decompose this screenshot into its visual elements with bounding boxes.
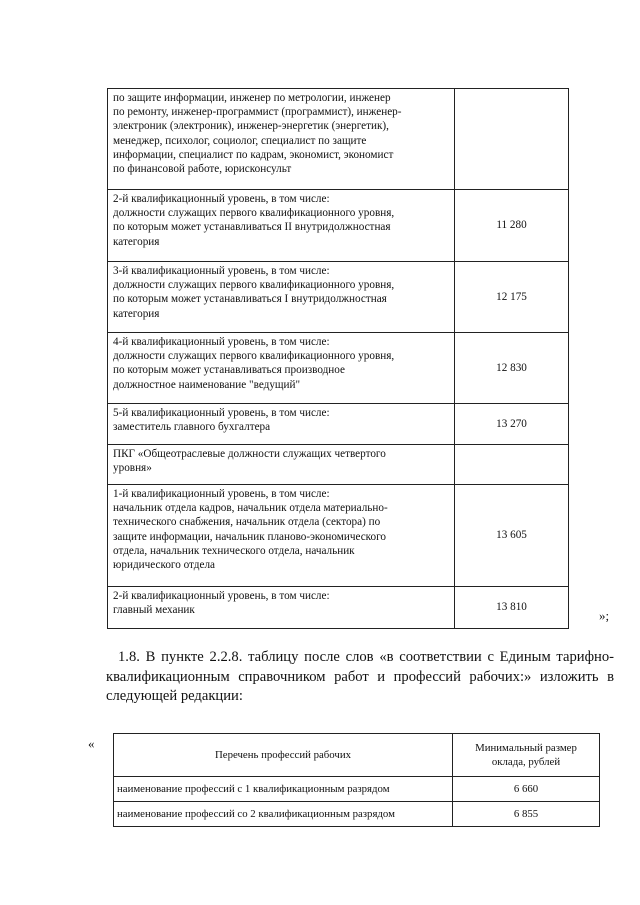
- group-heading: ПКГ «Общеотраслевые должности служащих четвертого уровня»: [108, 445, 455, 485]
- table-row: [108, 404, 569, 445]
- salary-value: 6 660: [453, 777, 600, 802]
- paragraph-line: 1.8. В пункте 2.2.8. таблицу после слов «в соответствии с Единым тарифно-: [118, 649, 614, 665]
- table-row: [108, 89, 569, 190]
- table-row: [108, 445, 569, 485]
- table-row: [114, 777, 600, 802]
- profession-name: наименование профессий с 1 квалификационным разрядом: [114, 777, 453, 802]
- qualification-description: по защите информации, инженер по метрологии, инженер по ремонту, инженер-программист (программист), инженер- электроник (электроник), инженер-энергетик (энергетик), менеджер, психолог, социолог, специалист по защите информации, специалист по кадрам, экономист, экономист по финансовой работе, юрисконсульт: [108, 89, 455, 190]
- paragraph-line: следующей редакции:: [106, 688, 243, 705]
- amendment-paragraph: [106, 648, 614, 707]
- column-header-salary: Минимальный размер оклада, рублей: [453, 734, 600, 777]
- salary-value: 13 270: [455, 404, 569, 445]
- salary-value: [455, 89, 569, 190]
- salary-value: [455, 445, 569, 485]
- closing-quote: »;: [599, 608, 610, 623]
- column-header-professions: Перечень профессий рабочих: [114, 734, 453, 777]
- table-row: [108, 587, 569, 629]
- salary-value: 11 280: [455, 190, 569, 262]
- salary-value: 12 830: [455, 333, 569, 404]
- qualification-description: 5-й квалификационный уровень, в том числе: заместитель главного бухгалтера: [108, 404, 455, 445]
- qualification-description: 2-й квалификационный уровень, в том числе: должности служащих первого квалификационного уровня, по которым может устанавливаться II внутридолжностная категория: [108, 190, 455, 262]
- table-row: [108, 485, 569, 587]
- table-row: [108, 190, 569, 262]
- qualification-description: 1-й квалификационный уровень, в том числе: начальник отдела кадров, начальник отдела материально- технического снабжения, начальник отдела (сектора) по защите информации, начальник планово-экономического отдела, начальник технического отдела, начальник юридического отдела: [108, 485, 455, 587]
- qualification-description: 2-й квалификационный уровень, в том числе: главный механик: [108, 587, 455, 629]
- paragraph-line: квалификационным справочником работ и профессий рабочих:» изложить в: [106, 668, 614, 685]
- table-header-row: [114, 734, 600, 777]
- qualification-description: 4-й квалификационный уровень, в том числе: должности служащих первого квалификационного уровня, по которым может устанавливаться производное должностное наименование "ведущий": [108, 333, 455, 404]
- table-row: [108, 262, 569, 333]
- opening-quote: «: [88, 736, 95, 751]
- profession-name: наименование профессий со 2 квалификационным разрядом: [114, 802, 453, 827]
- salary-value: 6 855: [453, 802, 600, 827]
- table-row: [108, 333, 569, 404]
- qualification-description: 3-й квалификационный уровень, в том числе: должности служащих первого квалификационного уровня, по которым может устанавливаться I внутридолжностная категория: [108, 262, 455, 333]
- salary-value: 13 810: [455, 587, 569, 629]
- worker-professions-table: [113, 733, 600, 827]
- salary-value: 12 175: [455, 262, 569, 333]
- professional-groups-table: [107, 88, 569, 629]
- table-row: [114, 802, 600, 827]
- salary-value: 13 605: [455, 485, 569, 587]
